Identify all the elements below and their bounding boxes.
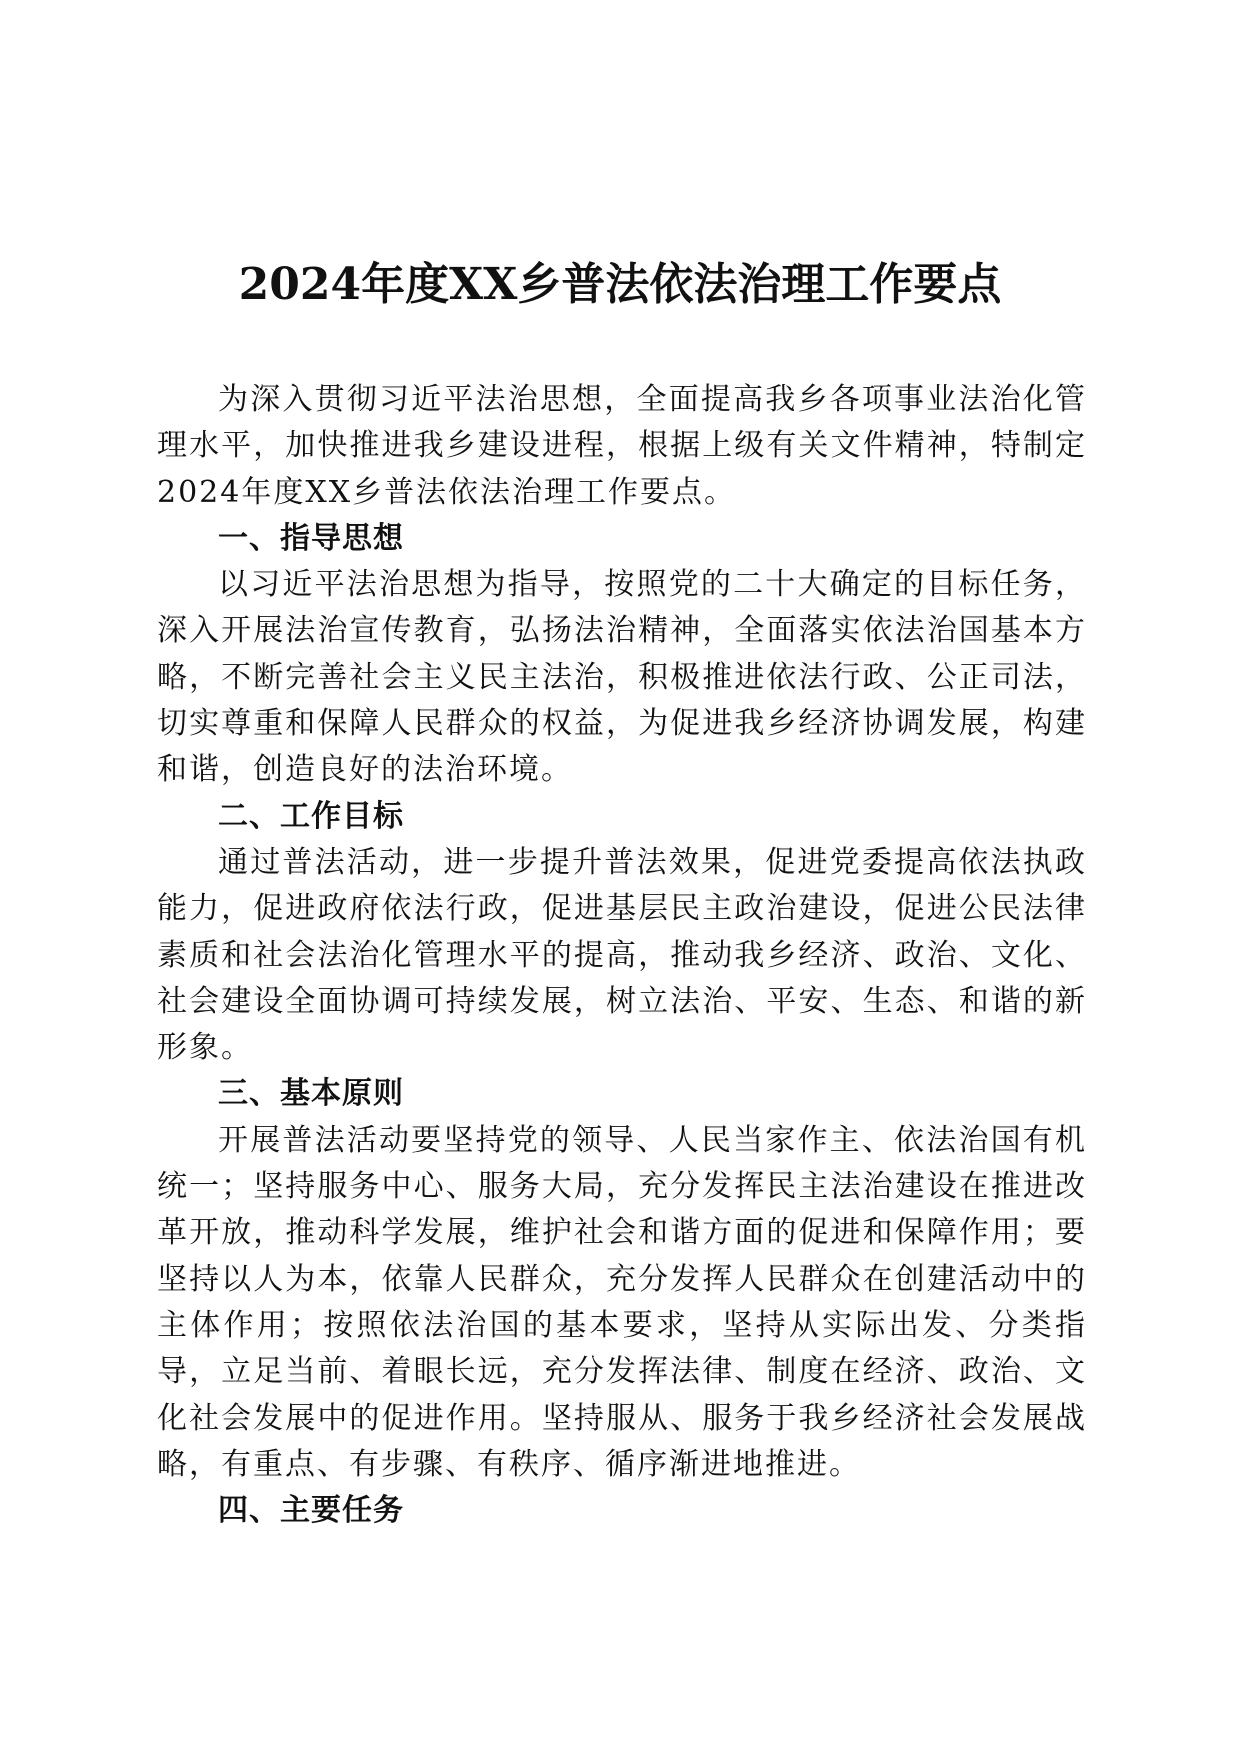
intro-paragraph: 为深入贯彻习近平法治思想，全面提高我乡各项事业法治化管理水平，加快推进我乡建设进程，根据上级有关文件精神，特制定2024年度XX乡普法依法治理工作要点。: [157, 382, 1087, 510]
section-text-basic-principles: 开展普法活动要坚持党的领导、人民当家作主、依法治国有机统一；坚持服务中心、服务大局，充分发挥民主法治建设在推进改革开放，推动科学发展，维护社会和谐方面的促进和保障作用；要坚持以人为本，依靠人民群众，充分发挥人民群众在创建活动中的主体作用；按照依法治国的基本要求，坚持从实际出发、分类指导，立足当前、着眼长远，充分发挥法律、制度在经济、政治、文化社会发展中的促进作用。坚持服从、服务于我乡经济社会发展战略，有重点、有步骤、有秩序、循序渐进地推进。: [157, 1122, 1087, 1482]
section-text-guiding-ideology: 以习近平法治思想为指导，按照党的二十大确定的目标任务，深入开展法治宣传教育，弘扬法治精神，全面落实依法治国基本方略，不断完善社会主义民主法治，积极推进依法行政、公正司法，切实尊重和保障人民群众的权益，为促进我乡经济协调发展，构建和谐，创造良好的法治环境。: [157, 567, 1087, 788]
document-title: 2024年度XX乡普法依法治理工作要点: [238, 259, 1002, 310]
section-heading-basic-principles: 三、基本原则: [218, 1076, 404, 1112]
document-body: [157, 377, 1087, 1534]
section-text-work-goals: 通过普法活动，进一步提升普法效果，促进党委提高依法执政能力，促进政府依法行政，促进基层民主政治建设，促进公民法律素质和社会法治化管理水平的提高，推动我乡经济、政治、文化、社会建设全面协调可持续发展，树立法治、平安、生态、和谐的新形象。: [157, 844, 1087, 1066]
section-heading-main-tasks: 四、主要任务: [218, 1493, 404, 1529]
section-heading-guiding-ideology: 一、指导思想: [218, 520, 404, 556]
section-heading-work-goals: 二、工作目标: [218, 798, 404, 834]
